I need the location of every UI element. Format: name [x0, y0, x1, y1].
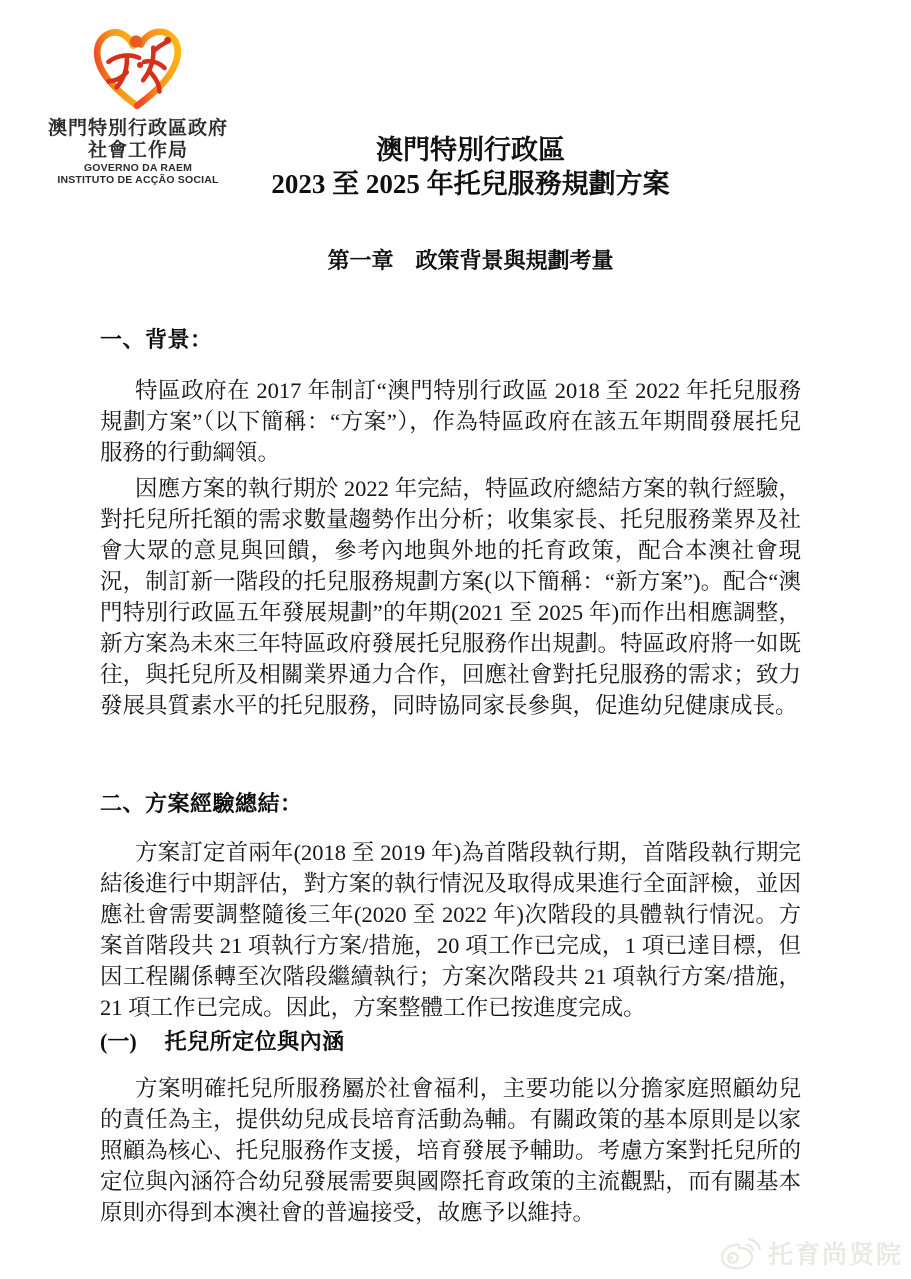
document-title-line2: 2023 至 2025 年托兒服務規劃方案: [271, 169, 670, 199]
agency-name-pt-line1: GOVERNO DA RAEM: [83, 162, 193, 174]
agency-name-zh-line2: 社會工作局: [87, 140, 188, 161]
subsection1-paragraph-1: 方案明確托兒所服務屬於社會福利，主要功能以分擔家庭照顧幼兒的責任為主，提供幼兒成長培育活動為輔。有關政策的基本原則是以家照顧為核心、托兒服務作支援，培育發展予輔助。考慮方案對托兒所的定位與內涵符合幼兒發展需要與國際托育政策的主流觀點，而有關基本原則亦得到本澳社會的普遍接受，故應予以維持。: [100, 1076, 801, 1225]
section1-paragraph-2: 因應方案的執行期於 2022 年完結，特區政府總結方案的執行經驗，對托兒所托額的需求數量趨勢作出分析；收集家長、托兒服務業界及社會大眾的意見與回饋，參考內地與外地的托育政策，配合本澳社會現況，制訂新一階段的托兒服務規劃方案(以下簡稱：“新方案”)。配合“澳門特別行政區五年發展規劃”的年期(2021 至 2025 年)而作出相應調整，新方案為未來三年特區政府發展托兒服務作出規劃。特區政府將一如既往，與托兒所及相關業界通力合作，回應社會對托兒服務的需求；致力發展具質素水平的托兒服務，同時協同家長參與，促進幼兒健康成長。: [100, 476, 801, 718]
subsection1-heading: [100, 1028, 801, 1056]
document-title-line1: 澳門特別行政區: [376, 135, 565, 165]
section2-paragraph-1: 方案訂定首兩年(2018 至 2019 年)為首階段執行期，首階段執行期完結後進行中期評估，對方案的執行情況及取得成果進行全面評檢，並因應社會需要調整隨後三年(2020 至 2022 年)次階段的具體執行情況。方案首階段共 21 項執行方案/措施，20 項工作已完成，1 項已達目標，但因工程關係轉至次階段繼續執行；方案次階段共 21 項執行方案/措施，21 項工作已完成。因此，方案整體工作已按進度完成。: [100, 840, 801, 1020]
chapter-heading: 第一章 政策背景與規劃考量: [327, 248, 614, 273]
subsection1-title: 托兒所定位與內涵: [164, 1029, 345, 1054]
section1-heading: 一、背景：: [100, 327, 213, 352]
section1-paragraph-1: 特區政府在 2017 年制訂“澳門特別行政區 2018 至 2022 年托兒服務規劃方案”（以下簡稱：“方案”），作為特區政府在該五年期間發展托兒服務的行動綱領。: [100, 378, 801, 465]
watermark-text: 托育尚贤院: [767, 1241, 903, 1269]
heart-logo-icon: [87, 16, 189, 118]
subsection1-label: (一): [100, 1029, 137, 1054]
watermark: [720, 1235, 903, 1271]
document-body: [100, 326, 801, 1233]
weibo-icon: [720, 1237, 762, 1270]
section2-heading: 二、方案經驗總結：: [100, 791, 303, 816]
agency-name-zh-line1: 澳門特別行政區政府: [47, 118, 228, 139]
document-title: [30, 133, 911, 201]
agency-name-pt-line2: INSTITUTO DE ACÇÃO SOCIAL: [57, 174, 219, 186]
